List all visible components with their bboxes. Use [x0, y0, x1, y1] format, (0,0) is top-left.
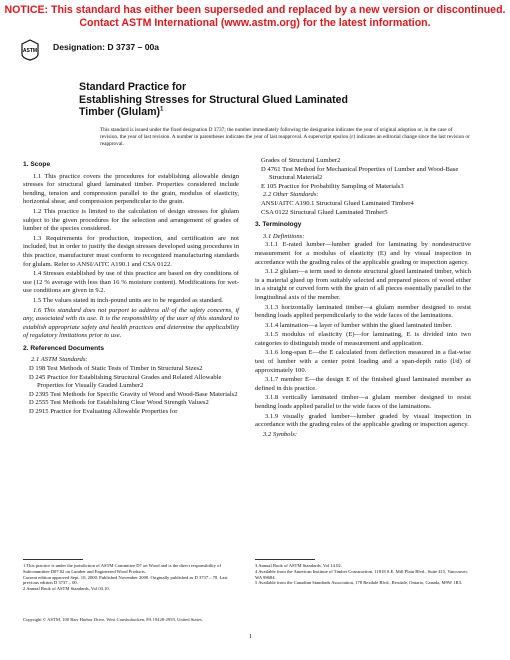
para-1-1: 1.1 This practice covers the procedures for establishing allowable design stresses for structural glued laminated timber. Properties considered include bending, tension and compression parallel to the grain, modulus of elasticity, horizontal shear, and compression perpendicular to the grain.: [23, 172, 239, 206]
reference-item: D 245 Practice for Establishing Structural Grades and Related Allowable Properties for Visually Graded Lumber2: [29, 373, 222, 390]
issuance-note: This standard is issued under the fixed designation D 3737; the number immediately following the designation indicates the year of original adoption or, in the case of revision, the year of last revision. A number in parentheses indicates the year of last reapproval. A superscript epsilon (ε) indicates an editorial change since the last revision or reapproval.: [100, 127, 470, 148]
footnote: Current edition approved Sept. 10, 2000. Published November 2000. Originally published as D 3737 – 78. Last previous edition D 3737 – 00.: [23, 574, 228, 586]
document-title: [79, 81, 439, 119]
title-line-3: Timber (Glulam): [79, 106, 161, 119]
reference-item: E 105 Practice for Probability Sampling of Materials3: [261, 182, 404, 190]
reference-item: D 198 Test Methods of Static Tests of Timber in Structural Sizes2: [29, 365, 203, 373]
para-1-3: 1.3 Requirements for production, inspection, and certification are not included, but in order to justify the design stresses developed using procedures in this practice, manufacturer must conform to recognized manufacturing standards for glulam. Refer to ANSI/AITC A190.1 and CSA 0122.: [23, 234, 239, 268]
title-footnote-mark: 1: [160, 106, 164, 113]
reference-item: D 4761 Test Method for Mechanical Properties of Lumber and Wood-Base Structural Material2: [261, 165, 459, 182]
astm-standards-label: 2.1 ASTM Standards:: [31, 356, 88, 364]
definition-item: 3.1.3 horizontally laminated timber—a glulam member designed to resist bending loads applied perpendicularly to the wide faces of the laminations.: [255, 303, 471, 320]
para-1-5: 1.5 The values stated in inch-pound units are to be regarded as standard.: [33, 296, 224, 304]
page-number: 1: [249, 633, 253, 640]
other-standards-label: 2.2 Other Standards:: [263, 191, 319, 199]
footnote-rule-left: [23, 559, 83, 560]
footnote: 4 Available from the American Institute of Timber Construction, 11818 S.E. Mill Plain Blvd., Suite 415, Vancouver, WA 98684.: [255, 568, 468, 580]
footnote: 2 Annual Book of ASTM Standards, Vol 04.10.: [23, 586, 110, 592]
symbols-label: 3.2 Symbols:: [263, 430, 298, 438]
definitions-label: 3.1 Definitions:: [263, 232, 305, 240]
footnote: 5 Available from the Canadian Standards Association, 178 Rexdale Blvd., Rexdale, Ontario, Canada, M9W 1R3.: [255, 580, 463, 586]
para-1-6: 1.6 This standard does not purport to address all of the safety concerns, if any, associated with its use. It is the responsibility of the user of this standard to establish appropriate safety and health practices and determine the applicability of regulatory limitations prior to use.: [23, 306, 239, 340]
notice-line-2: Contact ASTM International (www.astm.org) for the latest information.: [79, 17, 431, 29]
definition-item: 3.1.2 glulam—a term used to denote structural glued laminated timber, which is a material glued up from suitably selected and prepared pieces of wood either in a straight or curved form with the grain of all pieces essentially parallel to the longitudinal axis of the member.: [255, 268, 471, 301]
reference-item: D 2555 Test Methods for Establishing Clear Wood Strength Values2: [29, 399, 209, 407]
reference-item: D 2915 Practice for Evaluating Allowable Properties for: [29, 408, 178, 416]
left-column: [23, 157, 239, 417]
copyright-line: Copyright © ASTM, 100 Barr Harbor Drive, West Conshohocken, PA 19428-2959, United States.: [23, 617, 203, 622]
footnote: 1 This practice is under the jurisdiction of ASTM Committee D7 on Wood and is the direct responsibility of Subcommittee D07.02 on Lumber and Engineered Wood Products.: [23, 563, 221, 574]
title-line-1: Standard Practice for: [79, 81, 187, 93]
definition-item: 3.1.6 long-span E—the E calculated from deflection measured in a flat-wise test of lumber with a center point loading and a span-depth ratio (l/d) of approximately 100.: [255, 349, 471, 374]
definition-item: 3.1.5 modulus of elasticity (E)—for laminating, E is divided into two categories to distinguish mode of measurement and application.: [255, 331, 471, 347]
footnote-rule-right: [255, 559, 315, 560]
supersede-notice: [0, 4, 510, 30]
footnotes-left: [23, 563, 238, 592]
definition-item: 3.1.7 member E—the design E of the finished glued laminated member as defined in this practice.: [255, 376, 471, 392]
svg-text:ASTM: ASTM: [22, 48, 38, 54]
right-column: [255, 157, 471, 439]
designation: Designation: D 3737 – 00a: [53, 42, 160, 52]
definition-item: 3.1.1 E-rated lumber—lumber graded for laminating by nondestructive measurement for a modulus of elasticity (E) and by visual inspection in accordance with the grading rules of the applicable grading or inspection agency.: [255, 241, 471, 266]
reference-item: ANSI/AITC A190.1 Structural Glued Laminated Timber4: [261, 199, 414, 207]
definition-item: 3.1.4 lamination—a layer of lumber within the glued laminated timber.: [265, 321, 453, 329]
definition-item: 3.1.9 visually graded lumber—lumber graded by visual inspection in accordance with the grading rules of the applicable grading or inspection agency.: [255, 412, 471, 429]
para-1-4: 1.4 Stresses established by use of this practice are based on dry conditions of use (12 % average with less than 16 % moisture content). Modifications for wet-use conditions are given in 9.2.: [23, 270, 239, 295]
reference-item: CSA 0122 Structural Glued Laminated Timber5: [261, 208, 388, 216]
notice-line-1: NOTICE: This standard has either been superseded and replaced by a new version or discontinued.: [4, 4, 506, 16]
reference-item: D 2395 Test Methods for Specific Gravity of Wood and Wood-Base Materials2: [29, 390, 238, 398]
title-line-2: Establishing Stresses for Structural Glued Laminated: [79, 93, 349, 106]
reference-item: Grades of Structural Lumber2: [261, 157, 341, 164]
section-scope-heading: 1. Scope: [23, 161, 51, 168]
footnotes-right: [255, 563, 470, 586]
astm-logo-icon: [20, 39, 40, 61]
para-1-2: 1.2 This practice is limited to the calculation of design stresses for glulam subject to the given procedures for the selection and arrangement of grades of lumber of the species considered.: [23, 207, 239, 233]
section-terminology-heading: 3. Terminology: [255, 221, 302, 229]
definition-item: 3.1.8 vertically laminated timber—a glulam member designed to resist bending loads applied parallel to the wide faces of the laminations.: [255, 394, 471, 411]
section-referenced-docs-heading: 2. Referenced Documents: [23, 344, 104, 352]
footnote: 3 Annual Book of ASTM Standards, Vol 14.02.: [255, 563, 342, 568]
